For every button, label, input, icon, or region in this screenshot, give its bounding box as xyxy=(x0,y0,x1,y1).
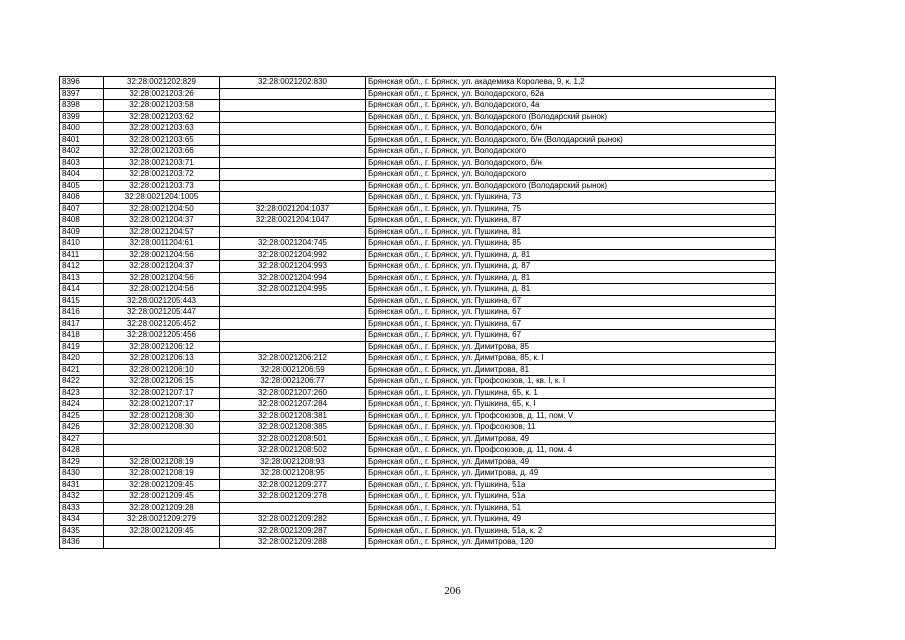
address-cell: Брянская обл., г. Брянск, ул. Володарского, 62а xyxy=(366,88,776,100)
building-cadastral-number-cell: 32:28:0021206:212 xyxy=(220,353,366,365)
table-row xyxy=(60,468,776,480)
building-cadastral-number-cell xyxy=(220,100,366,112)
table-row xyxy=(60,192,776,204)
cadastral-number-cell xyxy=(104,433,220,445)
cadastral-number-cell: 32:28:0021205:447 xyxy=(104,307,220,319)
building-cadastral-number-cell: 32:28:0021204:992 xyxy=(220,249,366,261)
building-cadastral-number-cell xyxy=(220,169,366,181)
building-cadastral-number-cell xyxy=(220,502,366,514)
address-cell: Брянская обл., г. Брянск, ул. Димитрова, д. 49 xyxy=(366,468,776,480)
cadastral-number-cell: 32:28:0021205:452 xyxy=(104,318,220,330)
row-number-cell: 8415 xyxy=(60,295,104,307)
cadastral-number-cell: 32:28:0021206:13 xyxy=(104,353,220,365)
cadastral-number-cell: 32:28:0021204:56 xyxy=(104,284,220,296)
table-row xyxy=(60,226,776,238)
cadastral-number-cell: 32:28:0021204:57 xyxy=(104,226,220,238)
building-cadastral-number-cell: 32:28:0021208:93 xyxy=(220,456,366,468)
row-number-cell: 8419 xyxy=(60,341,104,353)
cadastral-number-cell: 32:28:0021205:456 xyxy=(104,330,220,342)
table-row xyxy=(60,387,776,399)
page-number: 206 xyxy=(444,585,461,597)
table-row xyxy=(60,77,776,89)
building-cadastral-number-cell xyxy=(220,157,366,169)
address-cell: Брянская обл., г. Брянск, ул. Володарского, 4а xyxy=(366,100,776,112)
building-cadastral-number-cell xyxy=(220,307,366,319)
building-cadastral-number-cell: 32:28:0021209:277 xyxy=(220,479,366,491)
building-cadastral-number-cell: 32:28:0021204:994 xyxy=(220,272,366,284)
building-cadastral-number-cell xyxy=(220,88,366,100)
address-cell: Брянская обл., г. Брянск, ул. Пушкина, 49 xyxy=(366,514,776,526)
row-number-cell: 8414 xyxy=(60,284,104,296)
cadastral-number-cell: 32:28:0021203:62 xyxy=(104,111,220,123)
table-row xyxy=(60,180,776,192)
address-cell: Брянская обл., г. Брянск, ул. Пушкина, 65, к. I xyxy=(366,399,776,411)
row-number-cell: 8432 xyxy=(60,491,104,503)
row-number-cell: 8409 xyxy=(60,226,104,238)
cadastral-number-cell: 32:28:0021207:17 xyxy=(104,399,220,411)
row-number-cell: 8417 xyxy=(60,318,104,330)
cadastral-number-cell xyxy=(104,537,220,549)
row-number-cell: 8408 xyxy=(60,215,104,227)
building-cadastral-number-cell: 32:28:0021204:993 xyxy=(220,261,366,273)
row-number-cell: 8403 xyxy=(60,157,104,169)
row-number-cell: 8425 xyxy=(60,410,104,422)
row-number-cell: 8421 xyxy=(60,364,104,376)
row-number-cell: 8422 xyxy=(60,376,104,388)
building-cadastral-number-cell: 32:28:0021209:287 xyxy=(220,525,366,537)
cadastral-number-cell xyxy=(104,445,220,457)
row-number-cell: 8430 xyxy=(60,468,104,480)
address-cell: Брянская обл., г. Брянск, ул. академика Королева, 9, к. 1,2 xyxy=(366,77,776,89)
row-number-cell: 8418 xyxy=(60,330,104,342)
cadastral-number-cell: 32:28:0021203:66 xyxy=(104,146,220,158)
cadastral-number-cell: 32:28:0021206:12 xyxy=(104,341,220,353)
row-number-cell: 8433 xyxy=(60,502,104,514)
row-number-cell: 8402 xyxy=(60,146,104,158)
table-row xyxy=(60,261,776,273)
cadastral-number-cell: 32:28:0021208:19 xyxy=(104,468,220,480)
address-cell: Брянская обл., г. Брянск, ул. Пушкина, 51а xyxy=(366,479,776,491)
table-row xyxy=(60,376,776,388)
table-row xyxy=(60,491,776,503)
table-row xyxy=(60,123,776,135)
building-cadastral-number-cell xyxy=(220,192,366,204)
building-cadastral-number-cell: 32:28:0021207:260 xyxy=(220,387,366,399)
cadastral-number-cell: 32:28:0021203:73 xyxy=(104,180,220,192)
row-number-cell: 8397 xyxy=(60,88,104,100)
address-cell: Брянская обл., г. Брянск, ул. Володарского, б/н (Володарский рынок) xyxy=(366,134,776,146)
address-cell: Брянская обл., г. Брянск, ул. Профсоюзов, д. 11, пом. 4 xyxy=(366,445,776,457)
row-number-cell: 8410 xyxy=(60,238,104,250)
table-row xyxy=(60,238,776,250)
building-cadastral-number-cell xyxy=(220,318,366,330)
row-number-cell: 8406 xyxy=(60,192,104,204)
address-cell: Брянская обл., г. Брянск, ул. Пушкина, 67 xyxy=(366,318,776,330)
address-cell: Брянская обл., г. Брянск, ул. Димитрова, 49 xyxy=(366,456,776,468)
building-cadastral-number-cell: 32:28:0021208:381 xyxy=(220,410,366,422)
row-number-cell: 8423 xyxy=(60,387,104,399)
cadastral-number-cell: 32:28:0021204:1005 xyxy=(104,192,220,204)
cadastral-number-cell: 32:28:0021203:72 xyxy=(104,169,220,181)
cadastral-number-cell: 32:28:0021208:30 xyxy=(104,410,220,422)
address-cell: Брянская обл., г. Брянск, ул. Пушкина, 51 xyxy=(366,502,776,514)
address-cell: Брянская обл., г. Брянск, ул. Профсоюзов, д. 11, пом. V xyxy=(366,410,776,422)
row-number-cell: 8407 xyxy=(60,203,104,215)
address-cell: Брянская обл., г. Брянск, ул. Володарского (Володарский рынок) xyxy=(366,180,776,192)
table-row xyxy=(60,433,776,445)
building-cadastral-number-cell xyxy=(220,134,366,146)
table-row xyxy=(60,422,776,434)
address-cell: Брянская обл., г. Брянск, ул. Пушкина, д. 81 xyxy=(366,284,776,296)
cadastral-number-cell: 32:28:0021203:26 xyxy=(104,88,220,100)
address-cell: Брянская обл., г. Брянск, ул. Пушкина, 85 xyxy=(366,238,776,250)
address-cell: Брянская обл., г. Брянск, ул. Пушкина, 67 xyxy=(366,330,776,342)
address-cell: Брянская обл., г. Брянск, ул. Пушкина, 67 xyxy=(366,307,776,319)
table-row xyxy=(60,537,776,549)
row-number-cell: 8434 xyxy=(60,514,104,526)
cadastral-number-cell: 32:28:0021204:56 xyxy=(104,249,220,261)
row-number-cell: 8426 xyxy=(60,422,104,434)
table-row xyxy=(60,445,776,457)
table-row xyxy=(60,307,776,319)
row-number-cell: 8416 xyxy=(60,307,104,319)
row-number-cell: 8411 xyxy=(60,249,104,261)
building-cadastral-number-cell: 32:28:0021208:385 xyxy=(220,422,366,434)
building-cadastral-number-cell: 32:28:0021204:995 xyxy=(220,284,366,296)
table-row xyxy=(60,203,776,215)
building-cadastral-number-cell: 32:28:0021204:745 xyxy=(220,238,366,250)
cadastral-number-cell: 32:28:0021209:45 xyxy=(104,525,220,537)
row-number-cell: 8436 xyxy=(60,537,104,549)
row-number-cell: 8431 xyxy=(60,479,104,491)
table-row xyxy=(60,399,776,411)
cadastral-number-cell: 32:28:0011204:61 xyxy=(104,238,220,250)
row-number-cell: 8427 xyxy=(60,433,104,445)
cadastral-number-cell: 32:28:0021204:37 xyxy=(104,261,220,273)
table-row xyxy=(60,134,776,146)
table-row xyxy=(60,157,776,169)
cadastral-number-cell: 32:28:0021207:17 xyxy=(104,387,220,399)
address-cell: Брянская обл., г. Брянск, ул. Пушкина, 65, к. 1 xyxy=(366,387,776,399)
table-row xyxy=(60,88,776,100)
row-number-cell: 8404 xyxy=(60,169,104,181)
cadastral-number-cell: 32:28:0021203:63 xyxy=(104,123,220,135)
cadastral-number-cell: 32:28:0021208:19 xyxy=(104,456,220,468)
address-cell: Брянская обл., г. Брянск, ул. Профсоюзов, 11 xyxy=(366,422,776,434)
address-cell: Брянская обл., г. Брянск, ул. Володарского, б/н xyxy=(366,157,776,169)
cadastral-number-cell: 32:28:0021209:45 xyxy=(104,491,220,503)
building-cadastral-number-cell xyxy=(220,123,366,135)
address-cell: Брянская обл., г. Брянск, ул. Пушкина, 73 xyxy=(366,192,776,204)
cadastral-number-cell: 32:28:0021203:65 xyxy=(104,134,220,146)
registry-table-body xyxy=(60,77,776,549)
address-cell: Брянская обл., г. Брянск, ул. Володарского (Володарский рынок) xyxy=(366,111,776,123)
address-cell: Брянская обл., г. Брянск, ул. Димитрова, 81 xyxy=(366,364,776,376)
address-cell: Брянская обл., г. Брянск, ул. Пушкина, 67 xyxy=(366,295,776,307)
table-row xyxy=(60,146,776,158)
table-row xyxy=(60,284,776,296)
table-row xyxy=(60,295,776,307)
building-cadastral-number-cell xyxy=(220,226,366,238)
building-cadastral-number-cell: 32:28:0021209:278 xyxy=(220,491,366,503)
address-cell: Брянская обл., г. Брянск, ул. Димитрова, 85 xyxy=(366,341,776,353)
building-cadastral-number-cell: 32:28:0021208:501 xyxy=(220,433,366,445)
address-cell: Брянская обл., г. Брянск, ул. Пушкина, д. 81 xyxy=(366,249,776,261)
building-cadastral-number-cell: 32:28:0021204:1047 xyxy=(220,215,366,227)
row-number-cell: 8396 xyxy=(60,77,104,89)
row-number-cell: 8429 xyxy=(60,456,104,468)
row-number-cell: 8428 xyxy=(60,445,104,457)
table-row xyxy=(60,341,776,353)
table-row xyxy=(60,100,776,112)
building-cadastral-number-cell: 32:28:0021206:59 xyxy=(220,364,366,376)
table-row xyxy=(60,318,776,330)
cadastral-number-cell: 32:28:0021204:37 xyxy=(104,215,220,227)
cadastral-number-cell: 32:28:0021209:279 xyxy=(104,514,220,526)
row-number-cell: 8424 xyxy=(60,399,104,411)
row-number-cell: 8400 xyxy=(60,123,104,135)
cadastral-number-cell: 32:28:0021203:58 xyxy=(104,100,220,112)
building-cadastral-number-cell: 32:28:0021209:282 xyxy=(220,514,366,526)
row-number-cell: 8398 xyxy=(60,100,104,112)
row-number-cell: 8399 xyxy=(60,111,104,123)
cadastral-number-cell: 32:28:0021205:443 xyxy=(104,295,220,307)
table-row xyxy=(60,111,776,123)
address-cell: Брянская обл., г. Брянск, ул. Володарского xyxy=(366,146,776,158)
address-cell: Брянская обл., г. Брянск, ул. Пушкина, д. 81 xyxy=(366,272,776,284)
row-number-cell: 8413 xyxy=(60,272,104,284)
building-cadastral-number-cell: 32:28:0021208:502 xyxy=(220,445,366,457)
table-row xyxy=(60,272,776,284)
cadastral-number-cell: 32:28:0021206:15 xyxy=(104,376,220,388)
table-row xyxy=(60,353,776,365)
table-row xyxy=(60,410,776,422)
registry-table xyxy=(59,76,776,549)
building-cadastral-number-cell: 32:28:0021207:284 xyxy=(220,399,366,411)
row-number-cell: 8420 xyxy=(60,353,104,365)
cadastral-number-cell: 32:28:0021208:30 xyxy=(104,422,220,434)
building-cadastral-number-cell: 32:28:0021204:1037 xyxy=(220,203,366,215)
address-cell: Брянская обл., г. Брянск, ул. Пушкина, 87 xyxy=(366,215,776,227)
table-row xyxy=(60,456,776,468)
address-cell: Брянская обл., г. Брянск, ул. Володарского xyxy=(366,169,776,181)
table-row xyxy=(60,330,776,342)
row-number-cell: 8405 xyxy=(60,180,104,192)
building-cadastral-number-cell xyxy=(220,180,366,192)
row-number-cell: 8435 xyxy=(60,525,104,537)
cadastral-number-cell: 32:28:0021203:71 xyxy=(104,157,220,169)
cadastral-number-cell: 32:28:0021206:10 xyxy=(104,364,220,376)
building-cadastral-number-cell xyxy=(220,330,366,342)
building-cadastral-number-cell: 32:28:0021206:77 xyxy=(220,376,366,388)
building-cadastral-number-cell xyxy=(220,146,366,158)
row-number-cell: 8412 xyxy=(60,261,104,273)
table-row xyxy=(60,502,776,514)
table-row xyxy=(60,249,776,261)
building-cadastral-number-cell: 32:28:0021208:95 xyxy=(220,468,366,480)
cadastral-number-cell: 32:28:0021209:45 xyxy=(104,479,220,491)
table-row xyxy=(60,479,776,491)
cadastral-number-cell: 32:28:0021204:56 xyxy=(104,272,220,284)
table-row xyxy=(60,525,776,537)
cadastral-number-cell: 32:28:0021204:50 xyxy=(104,203,220,215)
building-cadastral-number-cell xyxy=(220,111,366,123)
address-cell: Брянская обл., г. Брянск, ул. Пушкина, д. 87 xyxy=(366,261,776,273)
address-cell: Брянская обл., г. Брянск, ул. Пушкина, 51а xyxy=(366,491,776,503)
address-cell: Брянская обл., г. Брянск, ул. Профсоюзов, 1, кв. I, к. I xyxy=(366,376,776,388)
row-number-cell: 8401 xyxy=(60,134,104,146)
table-row xyxy=(60,169,776,181)
cadastral-number-cell: 32:28:0021202:829 xyxy=(104,77,220,89)
building-cadastral-number-cell xyxy=(220,341,366,353)
address-cell: Брянская обл., г. Брянск, ул. Пушкина, 75 xyxy=(366,203,776,215)
address-cell: Брянская обл., г. Брянск, ул. Пушкина, 51а, к. 2 xyxy=(366,525,776,537)
table-row xyxy=(60,215,776,227)
address-cell: Брянская обл., г. Брянск, ул. Димитрова, 49 xyxy=(366,433,776,445)
cadastral-number-cell: 32:28:0021209:28 xyxy=(104,502,220,514)
table-row xyxy=(60,364,776,376)
building-cadastral-number-cell: 32:28:0021202:830 xyxy=(220,77,366,89)
building-cadastral-number-cell xyxy=(220,295,366,307)
table-row xyxy=(60,514,776,526)
address-cell: Брянская обл., г. Брянск, ул. Димитрова, 120 xyxy=(366,537,776,549)
address-cell: Брянская обл., г. Брянск, ул. Володарского, б/н xyxy=(366,123,776,135)
address-cell: Брянская обл., г. Брянск, ул. Пушкина, 81 xyxy=(366,226,776,238)
address-cell: Брянская обл., г. Брянск, ул. Димитрова, 85, к. I xyxy=(366,353,776,365)
building-cadastral-number-cell: 32:28:0021209:288 xyxy=(220,537,366,549)
